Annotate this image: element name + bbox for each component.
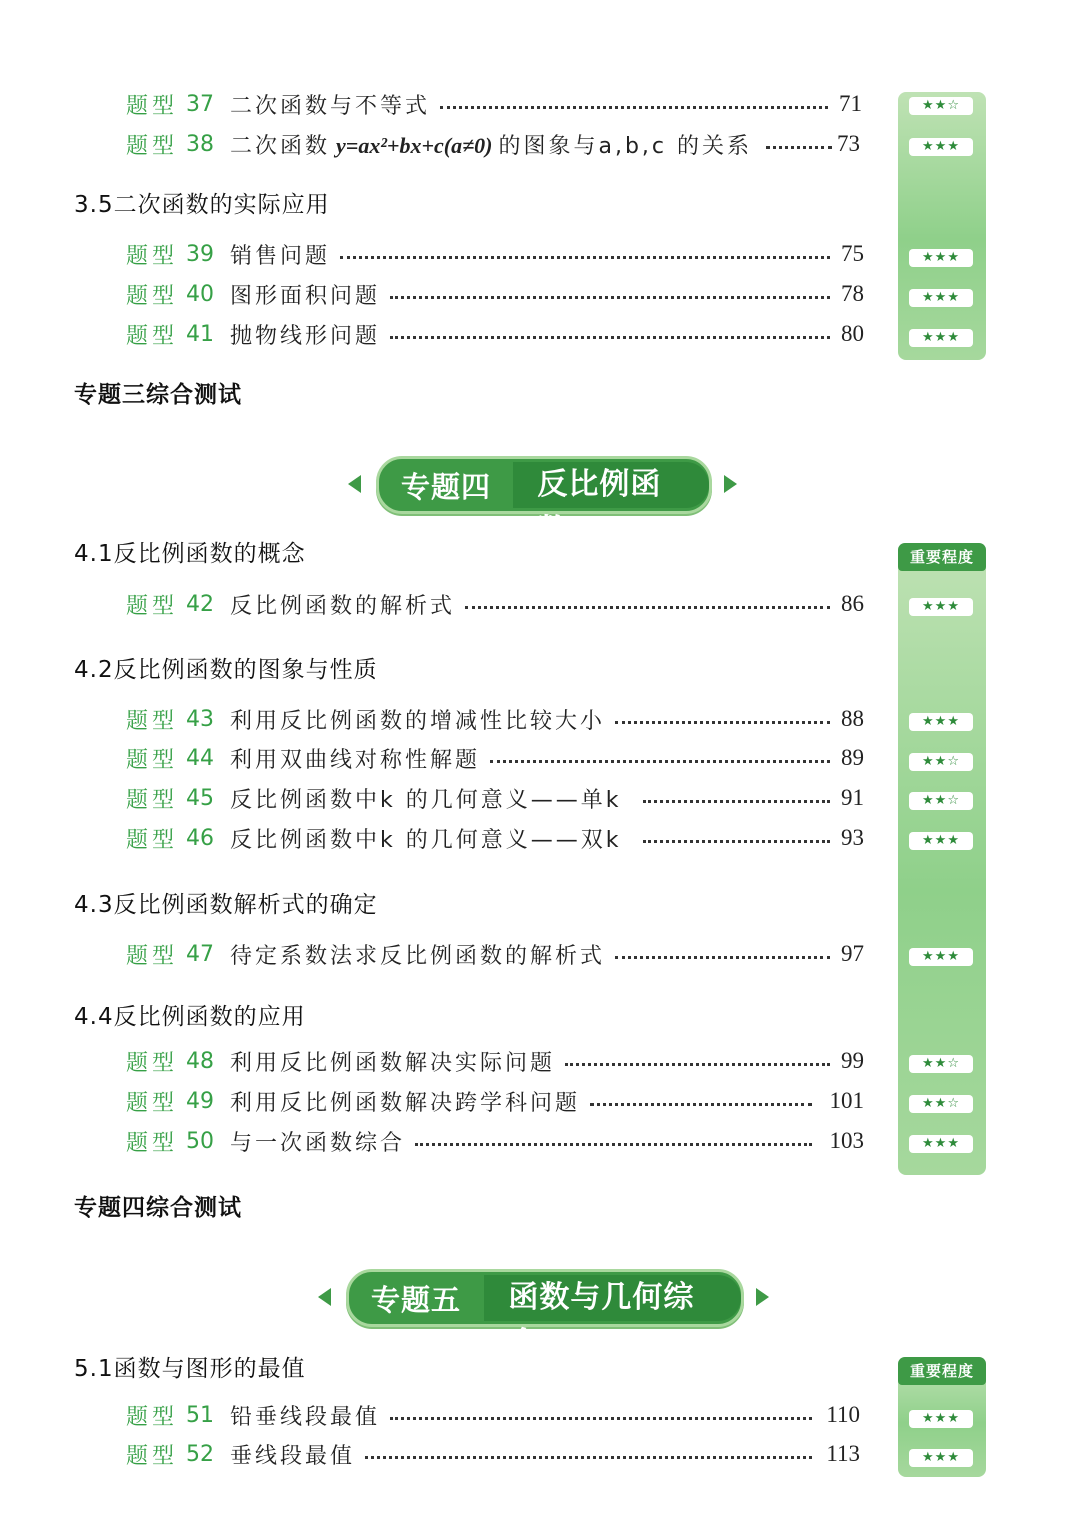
entry-number: 45	[186, 785, 214, 811]
entry-title: 利用反比例函数解决实际问题	[230, 1050, 556, 1076]
dot-leader	[643, 839, 830, 843]
importance-panel-1	[898, 92, 986, 360]
entry-type-label: 题型	[126, 133, 179, 159]
entry-number: 40	[186, 281, 214, 307]
dot-leader	[390, 295, 830, 299]
entry-page: 86	[841, 591, 864, 616]
entry-number: 43	[186, 706, 214, 732]
section-heading: 4.1反比例函数的概念	[74, 541, 306, 567]
toc-entry-51[interactable]	[126, 1397, 860, 1433]
importance-stars: ★★★	[909, 1410, 973, 1428]
toc-entry-49[interactable]	[126, 1083, 864, 1119]
entry-title	[230, 129, 752, 160]
entry-page: 99	[841, 1048, 864, 1073]
dot-leader	[565, 1062, 830, 1066]
entry-number: 39	[186, 241, 214, 267]
importance-stars: ★★★	[909, 1135, 973, 1153]
importance-stars: ★★★	[909, 713, 973, 731]
entry-type-label: 题型	[126, 708, 179, 734]
dot-leader	[440, 105, 828, 109]
toc-entry-46[interactable]	[126, 820, 864, 856]
toc-entry-41[interactable]	[126, 316, 864, 352]
entry-title: 垂线段最值	[230, 1443, 356, 1469]
importance-stars: ★★★	[909, 138, 973, 156]
entry-page: 75	[841, 241, 864, 266]
importance-stars: ★★☆	[909, 1095, 973, 1113]
importance-stars: ★★★	[909, 249, 973, 267]
entry-title: 图形面积问题	[230, 283, 381, 309]
toc-entry-37[interactable]	[126, 86, 862, 122]
entry-title: 与一次函数综合	[230, 1130, 406, 1156]
entry-type-label: 题型	[126, 787, 179, 813]
toc-entry-38[interactable]	[126, 126, 860, 162]
entry-type-label: 题型	[126, 943, 179, 969]
entry-number: 47	[186, 941, 214, 967]
importance-stars: ★★★	[909, 289, 973, 307]
entry-title: 销售问题	[230, 243, 331, 269]
entry-number: 44	[186, 745, 214, 771]
toc-entry-47[interactable]	[126, 936, 864, 972]
entry-number: 49	[186, 1088, 214, 1114]
chapter-banner-5	[318, 1269, 774, 1361]
importance-stars: ★★★	[909, 832, 973, 850]
entry-title: 利用双曲线对称性解题	[230, 747, 481, 773]
entry-number: 37	[186, 91, 214, 117]
entry-type-label: 题型	[126, 1404, 179, 1430]
importance-stars: ★★☆	[909, 792, 973, 810]
entry-number: 46	[186, 825, 214, 851]
entry-number: 38	[186, 131, 214, 157]
dot-leader	[490, 759, 830, 763]
entry-page: 101	[829, 1088, 864, 1113]
entry-number: 42	[186, 591, 214, 617]
dot-leader	[615, 720, 830, 724]
importance-heading: 重要程度	[898, 543, 986, 571]
entry-type-label: 题型	[126, 283, 179, 309]
entry-type-label: 题型	[126, 1443, 179, 1469]
section-heading: 4.4反比例函数的应用	[74, 1004, 306, 1030]
entry-number: 48	[186, 1048, 214, 1074]
entry-page: 97	[841, 941, 864, 966]
importance-stars: ★★☆	[909, 753, 973, 771]
section-heading: 4.3反比例函数解析式的确定	[74, 892, 378, 918]
chapter-banner-4	[348, 456, 740, 548]
chapter-title: 反比例函数	[513, 462, 709, 508]
importance-stars: ★★☆	[909, 97, 973, 115]
dot-leader	[390, 335, 830, 339]
entry-title-suffix: 的图象与a,b,c 的关系	[498, 133, 753, 159]
entry-page: 91	[841, 785, 864, 810]
toc-entry-52[interactable]	[126, 1436, 860, 1472]
entry-type-label: 题型	[126, 243, 179, 269]
dot-leader	[643, 799, 830, 803]
chapter-banner-pill	[376, 456, 712, 548]
entry-title: 二次函数与不等式	[230, 93, 431, 119]
entry-type-label: 题型	[126, 1130, 179, 1156]
toc-entry-45[interactable]	[126, 780, 864, 816]
entry-type-label: 题型	[126, 747, 179, 773]
importance-stars: ★★★	[909, 1449, 973, 1467]
entry-page: 73	[837, 131, 860, 156]
entry-type-label: 题型	[126, 93, 179, 119]
entry-title: 利用反比例函数的增减性比较大小	[230, 708, 606, 734]
entry-title: 待定系数法求反比例函数的解析式	[230, 943, 606, 969]
entry-title: 反比例函数中k 的几何意义——单k	[230, 787, 622, 813]
entry-number: 52	[186, 1441, 214, 1467]
section-heading: 4.2反比例函数的图象与性质	[74, 657, 378, 683]
entry-type-label: 题型	[126, 593, 179, 619]
importance-panel-2	[898, 543, 986, 1175]
dot-leader	[465, 605, 830, 609]
importance-stars: ★★☆	[909, 1055, 973, 1073]
entry-title: 反比例函数的解析式	[230, 593, 456, 619]
entry-type-label: 题型	[126, 1090, 179, 1116]
entry-title: 抛物线形问题	[230, 323, 381, 349]
importance-stars: ★★★	[909, 329, 973, 347]
entry-page: 80	[841, 321, 864, 346]
dot-leader	[390, 1416, 812, 1420]
entry-page: 93	[841, 825, 864, 850]
entry-number: 51	[186, 1402, 214, 1428]
chapter-number: 专题四	[401, 469, 492, 504]
entry-title: 反比例函数中k 的几何意义——双k	[230, 827, 622, 853]
entry-page: 78	[841, 281, 864, 306]
comprehensive-test-heading[interactable]: 专题三综合测试	[74, 382, 242, 408]
dot-leader	[365, 1455, 812, 1459]
entry-type-label: 题型	[126, 827, 179, 853]
section-heading: 3.5二次函数的实际应用	[74, 192, 330, 218]
dot-leader	[766, 145, 832, 149]
chapter-number: 专题五	[371, 1282, 462, 1317]
section-heading: 5.1函数与图形的最值	[74, 1356, 306, 1382]
toc-entry-40[interactable]	[126, 276, 864, 312]
entry-page: 113	[826, 1441, 860, 1466]
importance-stars: ★★★	[909, 598, 973, 616]
chapter-title: 函数与几何综合	[484, 1275, 741, 1321]
entry-number: 41	[186, 321, 214, 347]
entry-title: 铅垂线段最值	[230, 1404, 381, 1430]
dot-leader	[590, 1102, 811, 1106]
chapter-banner-pill	[346, 1269, 744, 1361]
arrow-left-icon	[318, 1288, 331, 1306]
entry-page: 71	[839, 91, 862, 116]
arrow-right-icon	[724, 475, 737, 493]
entry-page: 89	[841, 745, 864, 770]
arrow-left-icon	[348, 475, 361, 493]
dot-leader	[615, 955, 830, 959]
toc-entry-44[interactable]	[126, 740, 864, 776]
importance-heading: 重要程度	[898, 1357, 986, 1385]
entry-page: 103	[829, 1128, 864, 1153]
entry-title-prefix: 二次函数	[230, 133, 331, 159]
entry-number: 50	[186, 1128, 214, 1154]
entry-type-label: 题型	[126, 323, 179, 349]
quadratic-formula: y=ax²+bx+c(a≠0)	[336, 132, 493, 158]
toc-entry-50[interactable]	[126, 1123, 864, 1159]
entry-type-label: 题型	[126, 1050, 179, 1076]
dot-leader	[340, 255, 830, 259]
toc-entry-39[interactable]	[126, 236, 864, 272]
entry-title: 利用反比例函数解决跨学科问题	[230, 1090, 581, 1116]
entry-page: 88	[841, 706, 864, 731]
arrow-right-icon	[756, 1288, 769, 1306]
entry-page: 110	[826, 1402, 860, 1427]
toc-entry-43[interactable]	[126, 701, 864, 737]
toc-entry-42[interactable]	[126, 586, 864, 622]
dot-leader	[415, 1142, 811, 1146]
importance-stars: ★★★	[909, 948, 973, 966]
comprehensive-test-heading[interactable]: 专题四综合测试	[74, 1195, 242, 1221]
toc-entry-48[interactable]	[126, 1043, 864, 1079]
